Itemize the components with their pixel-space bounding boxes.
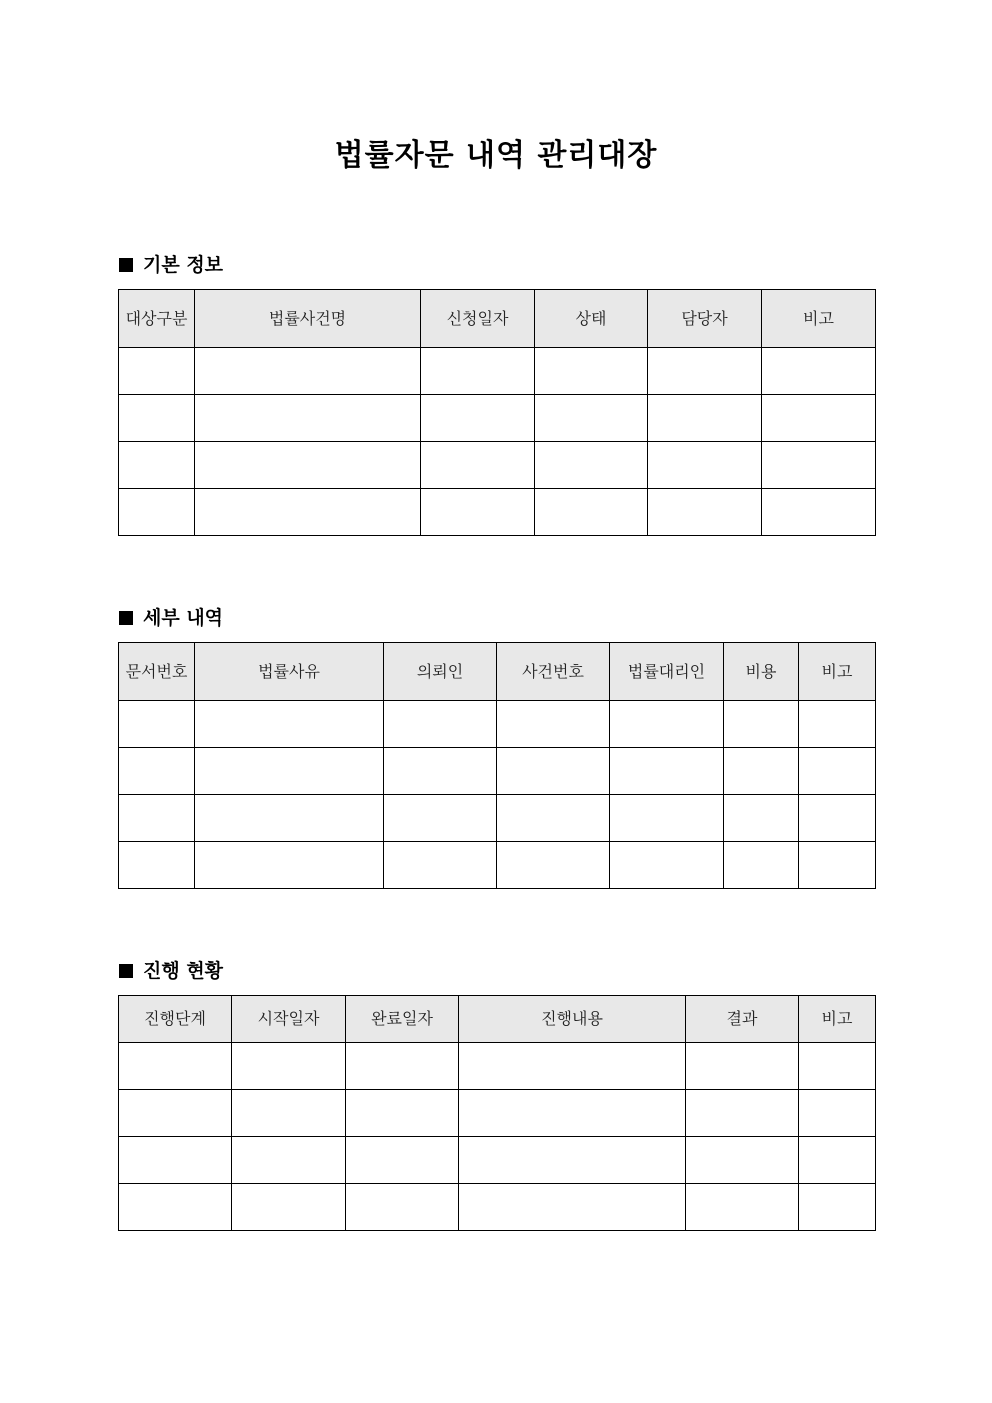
table-cell[interactable]	[724, 701, 799, 748]
table-cell[interactable]	[686, 1043, 799, 1090]
column-header: 법률사유	[195, 643, 384, 701]
table-cell[interactable]	[762, 395, 876, 442]
table-cell[interactable]	[762, 348, 876, 395]
column-header: 문서번호	[119, 643, 195, 701]
table-cell[interactable]	[232, 1184, 346, 1231]
table-cell[interactable]	[610, 748, 724, 795]
table-cell[interactable]	[497, 748, 610, 795]
table-cell[interactable]	[459, 1090, 686, 1137]
table-cell[interactable]	[119, 395, 195, 442]
table-cell[interactable]	[459, 1043, 686, 1090]
table-cell[interactable]	[459, 1184, 686, 1231]
column-header: 상태	[535, 290, 648, 348]
column-header: 비고	[799, 996, 876, 1043]
table-cell[interactable]	[610, 842, 724, 889]
table-cell[interactable]	[119, 489, 195, 536]
column-header: 대상구분	[119, 290, 195, 348]
table-cell[interactable]	[686, 1184, 799, 1231]
table-cell[interactable]	[232, 1090, 346, 1137]
table-cell[interactable]	[610, 795, 724, 842]
square-bullet-icon	[119, 258, 133, 272]
table-cell[interactable]	[119, 748, 195, 795]
basic-info-table	[118, 289, 876, 536]
table-cell[interactable]	[119, 1090, 232, 1137]
table-row	[119, 395, 876, 442]
table-row	[119, 1090, 876, 1137]
column-header: 결과	[686, 996, 799, 1043]
table-cell[interactable]	[648, 489, 762, 536]
table-cell[interactable]	[648, 395, 762, 442]
section-heading-basic	[119, 252, 223, 278]
table-cell[interactable]	[762, 489, 876, 536]
table-cell[interactable]	[421, 395, 535, 442]
table-cell[interactable]	[799, 1090, 876, 1137]
table-cell[interactable]	[421, 489, 535, 536]
table-cell[interactable]	[799, 795, 876, 842]
column-header: 진행내용	[459, 996, 686, 1043]
table-cell[interactable]	[724, 795, 799, 842]
table-row	[119, 1137, 876, 1184]
table-cell[interactable]	[535, 348, 648, 395]
table-row	[119, 748, 876, 795]
column-header: 담당자	[648, 290, 762, 348]
column-header: 법률사건명	[195, 290, 421, 348]
table-cell[interactable]	[346, 1184, 459, 1231]
table-cell[interactable]	[535, 395, 648, 442]
column-header: 진행단계	[119, 996, 232, 1043]
table-cell[interactable]	[724, 748, 799, 795]
column-header: 시작일자	[232, 996, 346, 1043]
table-cell[interactable]	[384, 795, 497, 842]
table-row	[119, 348, 876, 395]
table-cell[interactable]	[346, 1090, 459, 1137]
section-heading-detail	[119, 605, 223, 631]
detail-table	[118, 642, 876, 889]
column-header: 사건번호	[497, 643, 610, 701]
table-cell[interactable]	[686, 1137, 799, 1184]
column-header: 완료일자	[346, 996, 459, 1043]
table-cell[interactable]	[497, 795, 610, 842]
table-row	[119, 442, 876, 489]
table-cell[interactable]	[686, 1090, 799, 1137]
table-cell[interactable]	[346, 1137, 459, 1184]
table-cell[interactable]	[535, 442, 648, 489]
table-cell[interactable]	[232, 1043, 346, 1090]
table-cell[interactable]	[648, 348, 762, 395]
table-header-row	[119, 996, 876, 1043]
table-cell[interactable]	[762, 442, 876, 489]
table-row	[119, 1043, 876, 1090]
table-cell[interactable]	[195, 348, 421, 395]
table-cell[interactable]	[119, 348, 195, 395]
table-cell[interactable]	[195, 395, 421, 442]
square-bullet-icon	[119, 611, 133, 625]
table-cell[interactable]	[497, 842, 610, 889]
column-header: 비용	[724, 643, 799, 701]
table-row	[119, 489, 876, 536]
column-header: 비고	[799, 643, 876, 701]
table-cell[interactable]	[459, 1137, 686, 1184]
table-cell[interactable]	[497, 701, 610, 748]
table-header-row	[119, 643, 876, 701]
table-cell[interactable]	[119, 1043, 232, 1090]
table-row	[119, 795, 876, 842]
column-header: 의뢰인	[384, 643, 497, 701]
section-heading-label: 세부 내역	[143, 607, 224, 629]
page-title: 법률자문 내역 관리대장	[334, 138, 658, 173]
column-header: 법률대리인	[610, 643, 724, 701]
table-cell[interactable]	[195, 748, 384, 795]
table-cell[interactable]	[421, 348, 535, 395]
table-header-row	[119, 290, 876, 348]
table-cell[interactable]	[421, 442, 535, 489]
table-cell[interactable]	[119, 701, 195, 748]
table-cell[interactable]	[346, 1043, 459, 1090]
table-cell[interactable]	[195, 442, 421, 489]
table-cell[interactable]	[799, 748, 876, 795]
table-cell[interactable]	[799, 1043, 876, 1090]
table-cell[interactable]	[195, 795, 384, 842]
table-cell[interactable]	[384, 701, 497, 748]
table-cell[interactable]	[119, 1184, 232, 1231]
table-cell[interactable]	[195, 701, 384, 748]
table-row	[119, 842, 876, 889]
table-cell[interactable]	[799, 842, 876, 889]
table-cell[interactable]	[535, 489, 648, 536]
table-cell[interactable]	[384, 748, 497, 795]
table-cell[interactable]	[610, 701, 724, 748]
table-cell[interactable]	[119, 1137, 232, 1184]
section-heading-progress	[119, 958, 223, 984]
table-cell[interactable]	[799, 1137, 876, 1184]
table-cell[interactable]	[799, 701, 876, 748]
table-cell[interactable]	[119, 795, 195, 842]
table-cell[interactable]	[195, 489, 421, 536]
table-cell[interactable]	[724, 842, 799, 889]
progress-table	[118, 995, 876, 1231]
table-row	[119, 701, 876, 748]
table-cell[interactable]	[384, 842, 497, 889]
section-heading-label: 기본 정보	[143, 254, 224, 276]
table-cell[interactable]	[195, 842, 384, 889]
square-bullet-icon	[119, 964, 133, 978]
column-header: 신청일자	[421, 290, 535, 348]
column-header: 비고	[762, 290, 876, 348]
section-heading-label: 진행 현황	[143, 960, 224, 982]
table-cell[interactable]	[799, 1184, 876, 1231]
table-cell[interactable]	[119, 442, 195, 489]
table-cell[interactable]	[648, 442, 762, 489]
table-cell[interactable]	[119, 842, 195, 889]
table-row	[119, 1184, 876, 1231]
table-cell[interactable]	[232, 1137, 346, 1184]
